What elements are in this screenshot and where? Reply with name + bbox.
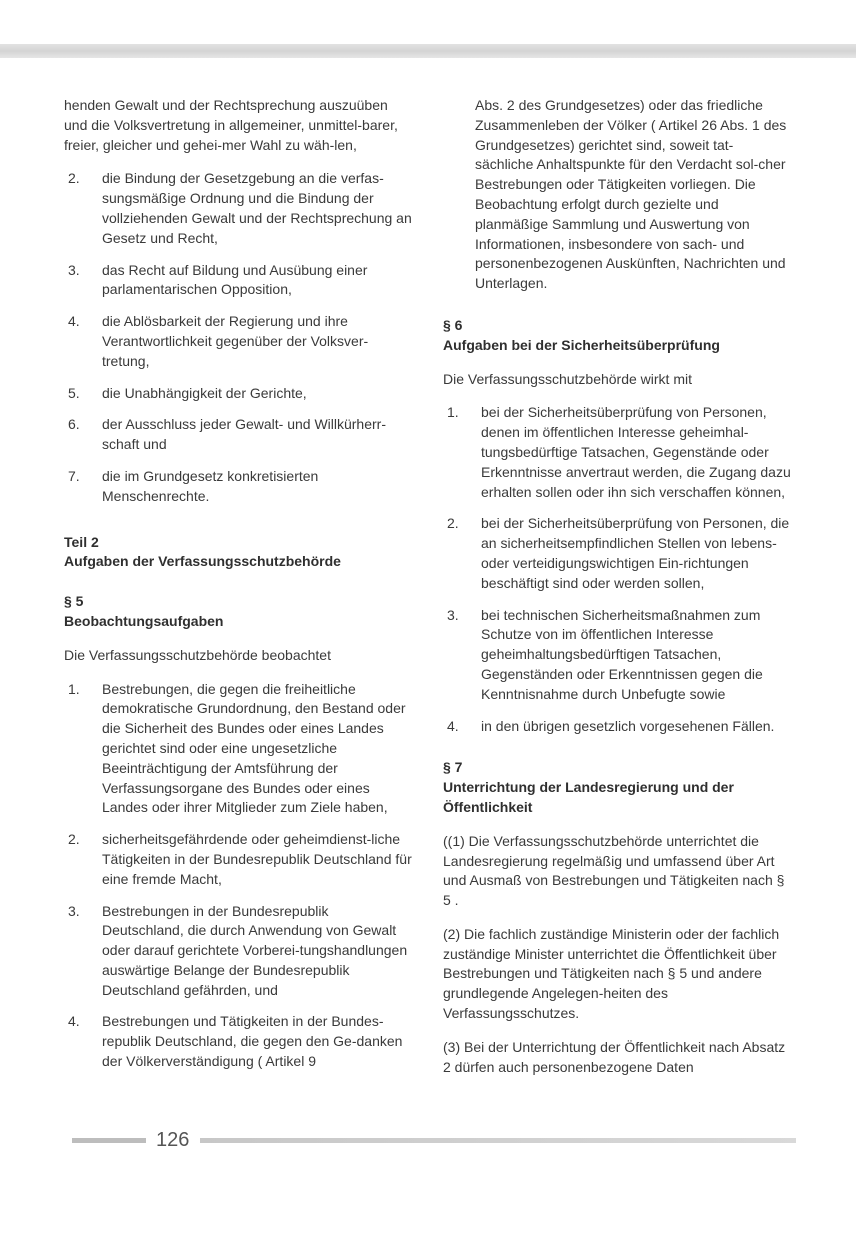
section-title: Aufgaben bei der Sicherheitsüberprüfung xyxy=(443,336,720,353)
continuation-paragraph: henden Gewalt und der Rechtsprechung auszuüben und die Volksvertretung in allgemeiner, unmittel-barer, freier, gleicher und gehei-mer Wahl zu wäh-len, xyxy=(64,97,398,153)
section-intro: Die Verfassungsschutzbehörde wirkt mit xyxy=(443,370,692,387)
list-text: das Recht auf Bildung und Ausübung einer parlamentarischen Opposition, xyxy=(102,261,368,298)
list-number: 3. xyxy=(68,261,80,278)
footer-rule-right xyxy=(200,1138,796,1143)
list-text: sicherheitsgefährdende oder geheimdienst-liche Tätigkeiten in der Bundesrepublik Deutschland für eine fremde Macht, xyxy=(102,831,412,887)
list-number: 4. xyxy=(447,717,459,734)
section-number: § 6 xyxy=(443,316,463,333)
list-number: 2. xyxy=(68,170,80,187)
right-column xyxy=(443,96,791,1091)
list-text: bei der Sicherheitsüberprüfung von Personen, denen im öffentlichen Interesse geheimhal-tungsbedürftige Tatsachen, Gegenstände oder Erkenntnisse anvertraut werden, die Zugang dazu erhalten sollen oder ihn sich verschaffen können, xyxy=(481,404,791,500)
list-text: die Unabhängigkeit der Gerichte, xyxy=(102,384,307,401)
security-check-list xyxy=(443,403,791,736)
page-footer xyxy=(72,1128,796,1152)
section-number: § 5 xyxy=(64,593,84,610)
list-text: Bestrebungen in der Bundesrepublik Deutschland, die durch Anwendung von Gewalt oder darauf gerichtete Vorberei-tungshandlungen auswärtige Belange der Bundesrepublik Deutschland gefährden, und xyxy=(102,902,408,998)
section-number: § 7 xyxy=(443,759,463,776)
list-number: 1. xyxy=(447,404,459,421)
list-item xyxy=(64,261,412,301)
part-number: Teil 2 xyxy=(64,533,99,550)
footer-rule-left xyxy=(72,1138,146,1143)
list-text: Bestrebungen und Tätigkeiten in der Bundes-republik Deutschland, die gegen den Ge-danken der Völkerverständigung ( Artikel 9 xyxy=(102,1013,403,1070)
list-item xyxy=(64,1012,412,1071)
section-title: Beobachtungsaufgaben xyxy=(64,612,224,629)
list-item xyxy=(64,384,412,404)
left-column xyxy=(64,96,412,1084)
list-number: 3. xyxy=(68,902,80,919)
list-item xyxy=(64,312,412,371)
list-number: 3. xyxy=(447,606,459,623)
list-item xyxy=(443,717,791,737)
list-text: in den übrigen gesetzlich vorgesehenen Fällen. xyxy=(481,717,775,734)
list-item xyxy=(443,403,791,502)
paragraph: (2) Die fachlich zuständige Ministerin oder der fachlich zuständige Minister unterrichtet die Öffentlichkeit über Bestrebungen und Tätigkeiten nach § 5 und andere grundlegende Angelegen-heiten des Verfassungsschutzes. xyxy=(443,925,780,1022)
list-item xyxy=(64,415,412,455)
list-text: die Ablösbarkeit der Regierung und ihre Verantwortlichkeit gegenüber der Volksver-tretung, xyxy=(102,313,369,369)
observation-list xyxy=(64,680,412,1072)
header-rule xyxy=(0,44,856,58)
list-item xyxy=(64,830,412,889)
principles-list xyxy=(64,169,412,506)
list-number: 2. xyxy=(447,515,459,532)
list-text: der Ausschluss jeder Gewalt- und Willkürherr-schaft und xyxy=(102,416,386,453)
list-item xyxy=(443,606,791,705)
list-text: Bestrebungen, die gegen die freiheitliche demokratische Grundordnung, den Bestand oder die Sicherheit des Bundes oder eines Landes gerichtet sind oder eine ungesetzliche Beeinträchtigung der Amtsführung der Verfassungsorgane des Bundes oder eines Landes oder ihrer Mitglieder zum Ziele haben, xyxy=(102,680,406,816)
list-text: die im Grundgesetz konkretisierten Menschenrechte. xyxy=(102,467,319,504)
list-item xyxy=(64,902,412,1001)
list-number: 1. xyxy=(68,680,80,697)
list-item xyxy=(64,467,412,507)
list-text: die Bindung der Gesetzgebung an die verfas-sungsmäßige Ordnung und die Bindung der vollziehenden Gewalt und der Rechtsprechung an Gesetz und Recht, xyxy=(102,170,412,246)
section-intro: Die Verfassungsschutzbehörde beobachtet xyxy=(64,646,331,663)
list-number: 6. xyxy=(68,416,80,433)
continuation-paragraph: Abs. 2 des Grundgesetzes) oder das friedliche Zusammenleben der Völker ( Artikel 26 Abs. 1 des Grundgesetzes) gerichtet sind, soweit tat-sächliche Anhaltspunkte für den Verdacht sol-cher Bestrebungen oder Tätigkeiten vorliegen. Die Beobachtung erfolgt durch gezielte und planmäßige Sammlung und Auswertung von Informationen, insbesondere von sach- und personenbezogenen Auskünften, Nachrichten und Unterlagen. xyxy=(475,97,787,292)
list-number: 2. xyxy=(68,831,80,848)
page-number: 126 xyxy=(156,1129,190,1151)
part-title: Aufgaben der Verfassungsschutzbehörde xyxy=(64,553,341,570)
list-number: 4. xyxy=(68,1013,80,1030)
list-text: bei technischen Sicherheitsmaßnahmen zum Schutze von im öffentlichen Interesse geheimhaltungsbedürftigen Tatsachen, Gegenständen oder Erkenntnissen gegen die Kenntnisnahme durch Unbefugte sowie xyxy=(481,606,763,702)
list-number: 5. xyxy=(68,384,80,401)
list-number: 4. xyxy=(68,313,80,330)
list-item xyxy=(64,680,412,819)
paragraph: (3) Bei der Unterrichtung der Öffentlichkeit nach Absatz 2 dürfen auch personenbezogene Daten xyxy=(443,1038,786,1075)
section-title: Unterrichtung der Landesregierung und der Öffentlichkeit xyxy=(443,779,734,815)
paragraph: ((1) Die Verfassungsschutzbehörde unterrichtet die Landesregierung regelmäßig und umfassend über Art und Ausmaß von Bestrebungen und Tätigkeiten nach § 5 . xyxy=(443,832,785,909)
list-number: 7. xyxy=(68,467,80,484)
list-text: bei der Sicherheitsüberprüfung von Personen, die an sicherheitsempfindlichen Stellen von lebens- oder verteidigungswichtigen Ein-richtungen beschäftigt sind oder werden sollen, xyxy=(481,515,790,591)
list-item xyxy=(64,169,412,248)
list-item xyxy=(443,514,791,593)
